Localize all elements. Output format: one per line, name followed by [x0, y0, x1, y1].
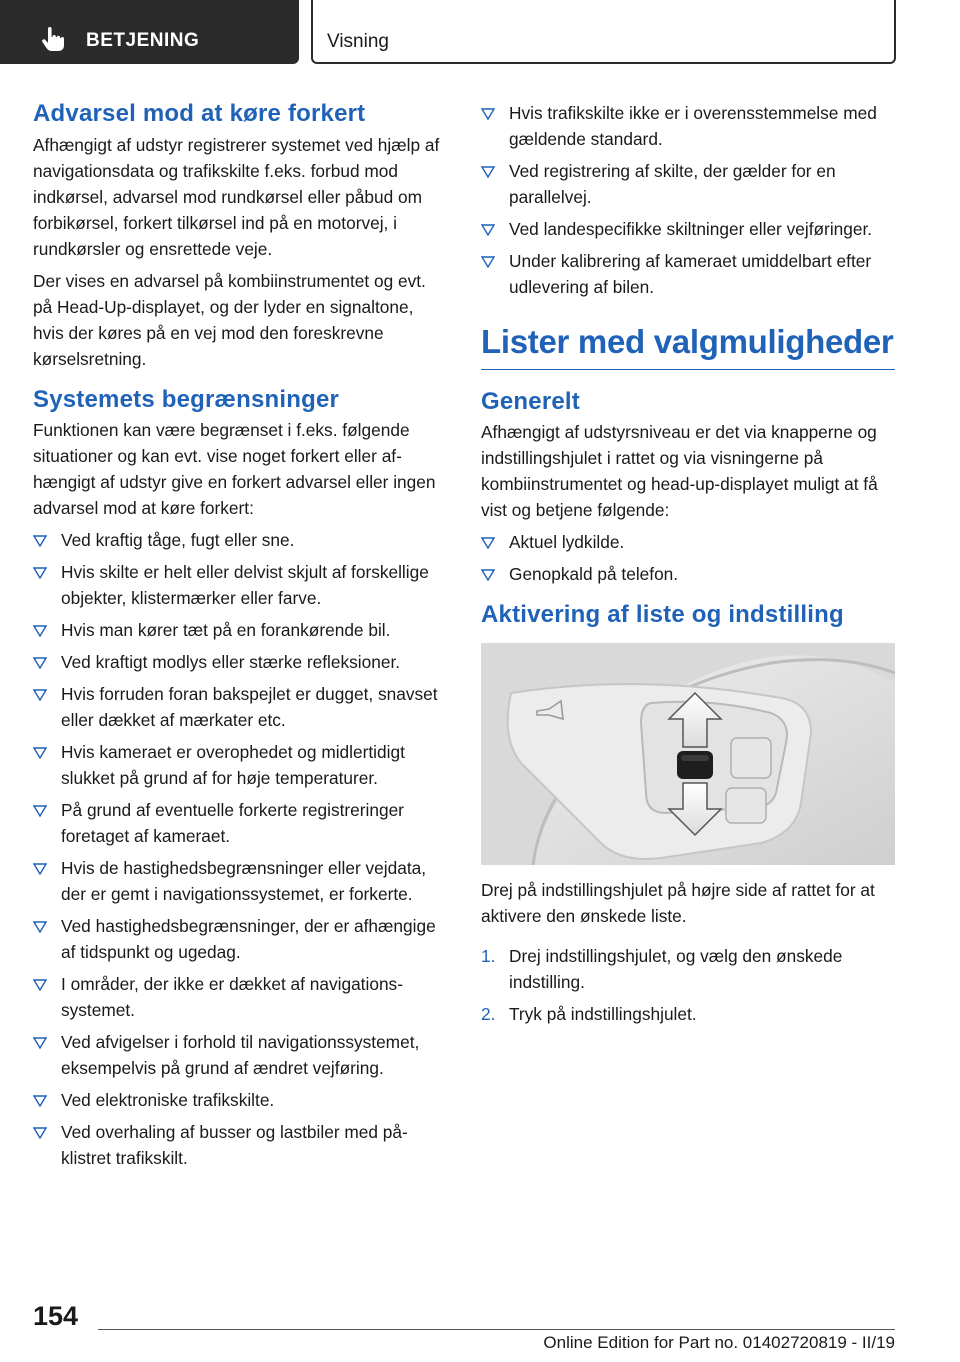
- triangle-bullet-icon: [33, 657, 47, 669]
- page-number: 154: [33, 1301, 79, 1331]
- section-title-activation: Aktivering af liste og indstilling: [481, 601, 844, 629]
- triangle-bullet-icon: [481, 166, 495, 178]
- paragraph: Der vises en advarsel på kombiinstrumentet og evt. på Head-Up-displayet, og der lyder en signaltone, hvis der køres på en vej mod den foreskrevne kørselsretning.: [33, 270, 426, 369]
- list-item: Hvis forruden foran bakspejlet er dugget, snavset eller dækket af mærkater etc.: [33, 681, 448, 733]
- list-item: Ved landespecifikke skiltninger eller vejføringer.: [481, 216, 895, 242]
- subsection-tab: [311, 0, 896, 64]
- hand-pointer-icon: [40, 26, 66, 52]
- edition-text: Online Edition for Part no. 01402720819 - II/19: [543, 1333, 895, 1352]
- triangle-bullet-icon: [33, 567, 47, 579]
- section-title-limitations: Systemets begrænsninger: [33, 385, 340, 413]
- triangle-bullet-icon: [481, 224, 495, 236]
- list-item: På grund af eventuelle forkerte registreringer foretaget af kameraet.: [33, 797, 448, 849]
- triangle-bullet-icon: [481, 256, 495, 268]
- paragraph: Afhængigt af udstyrsniveau er det via knapperne og indstillingshjulet i rattet og via visningerne på kombiinstrumentet og head-up-displayet muligt at få vist og betjene følgende:: [481, 422, 878, 521]
- list-item: Genopkald på telefon.: [481, 561, 895, 587]
- list-item: Under kalibrering af kameraet umiddelbart efter udlevering af bilen.: [481, 248, 895, 300]
- triangle-bullet-icon: [33, 921, 47, 933]
- list-item: Aktuel lydkilde.: [481, 529, 895, 555]
- step-number: 2.: [481, 1003, 496, 1024]
- subsection-label: Visning: [327, 31, 389, 52]
- triangle-bullet-icon: [33, 1037, 47, 1049]
- list-item: Ved overhaling af busser og lastbiler med påklistret trafikskilt.: [33, 1119, 448, 1171]
- section-title-wrong-way: Advarsel mod at køre forkert: [33, 100, 366, 127]
- step-number: 1.: [481, 945, 496, 966]
- list-item: Ved afvigelser i forhold til navigationssystemet, eksempelvis på grund af ændret vejføring.: [33, 1029, 448, 1081]
- page-header: [0, 0, 960, 66]
- triangle-bullet-icon: [33, 625, 47, 637]
- triangle-bullet-icon: [33, 805, 47, 817]
- list-item: Ved elektroniske trafikskilte.: [33, 1087, 448, 1113]
- left-column: [33, 100, 448, 1177]
- paragraph: Funktionen kan være begrænset i f.eks. følgende situationer og kan evt. vise noget forkert eller afhængigt af udstyr give en forkert advarsel eller ingen advarsel mod at køre forkert:: [33, 420, 436, 519]
- list-item: Ved hastighedsbegrænsninger, der er afhængige af tidspunkt og ugedag.: [33, 913, 448, 965]
- triangle-bullet-icon: [481, 108, 495, 120]
- list-item: Hvis de hastighedsbegrænsninger eller vejdata, der er gemt i navigationssystemet, er forkerte.: [33, 855, 448, 907]
- triangle-bullet-icon: [33, 747, 47, 759]
- steps-list: [481, 943, 895, 1027]
- list-item: Hvis kameraet er overophedet og midlertidigt slukket på grund af for høje temperaturer.: [33, 739, 448, 791]
- steering-wheel-illustration: [481, 643, 895, 865]
- section-label: BETJENING: [86, 30, 200, 51]
- triangle-bullet-icon: [481, 569, 495, 581]
- paragraph: Afhængigt af udstyr registrerer systemet ved hjælp af navigationsdata og trafikskilte f.eks. forbud mod indkørsel, advarsel mod rundkørsel eller påbud om forbikørsel, forkert tilkørsel ind på en motorvej, i rundkørsler og ensrettede veje.: [33, 134, 440, 259]
- steering-wheel-figure: [481, 643, 895, 865]
- list-item: Hvis trafikskilte ikke er i overensstemmelse med gældende standard.: [481, 100, 895, 152]
- right-column: [481, 100, 895, 1033]
- triangle-bullet-icon: [33, 535, 47, 547]
- step-item: 1. Drej indstillingshjulet, og vælg den ønskede indstilling.: [481, 943, 895, 995]
- list-item: Ved kraftig tåge, fugt eller sne.: [33, 527, 448, 553]
- list-item: Hvis skilte er helt eller delvist skjult af forskellige objekter, klistermærker eller farve.: [33, 559, 448, 611]
- limitations-list: [33, 527, 448, 1171]
- list-item: I områder, der ikke er dækket af navigationssystemet.: [33, 971, 448, 1023]
- triangle-bullet-icon: [33, 863, 47, 875]
- figure-caption: Drej på indstillingshjulet på højre side af rattet for at aktivere den ønskede liste.: [481, 879, 875, 926]
- triangle-bullet-icon: [33, 1127, 47, 1139]
- triangle-bullet-icon: [481, 537, 495, 549]
- options-list: [481, 529, 895, 587]
- section-tab: [0, 0, 299, 64]
- list-item: Hvis man kører tæt på en forankørende bil.: [33, 617, 448, 643]
- chapter-title: Lister med valgmuligheder: [481, 322, 895, 370]
- triangle-bullet-icon: [33, 689, 47, 701]
- section-title-general: Generelt: [481, 387, 580, 415]
- limitations-list-continued: [481, 100, 895, 300]
- list-item: Ved kraftigt modlys eller stærke refleksioner.: [33, 649, 448, 675]
- list-item: Ved registrering af skilte, der gælder for en parallelvej.: [481, 158, 895, 210]
- step-item: 2. Tryk på indstillingshjulet.: [481, 1001, 895, 1027]
- footer-divider: [98, 1329, 895, 1330]
- triangle-bullet-icon: [33, 1095, 47, 1107]
- triangle-bullet-icon: [33, 979, 47, 991]
